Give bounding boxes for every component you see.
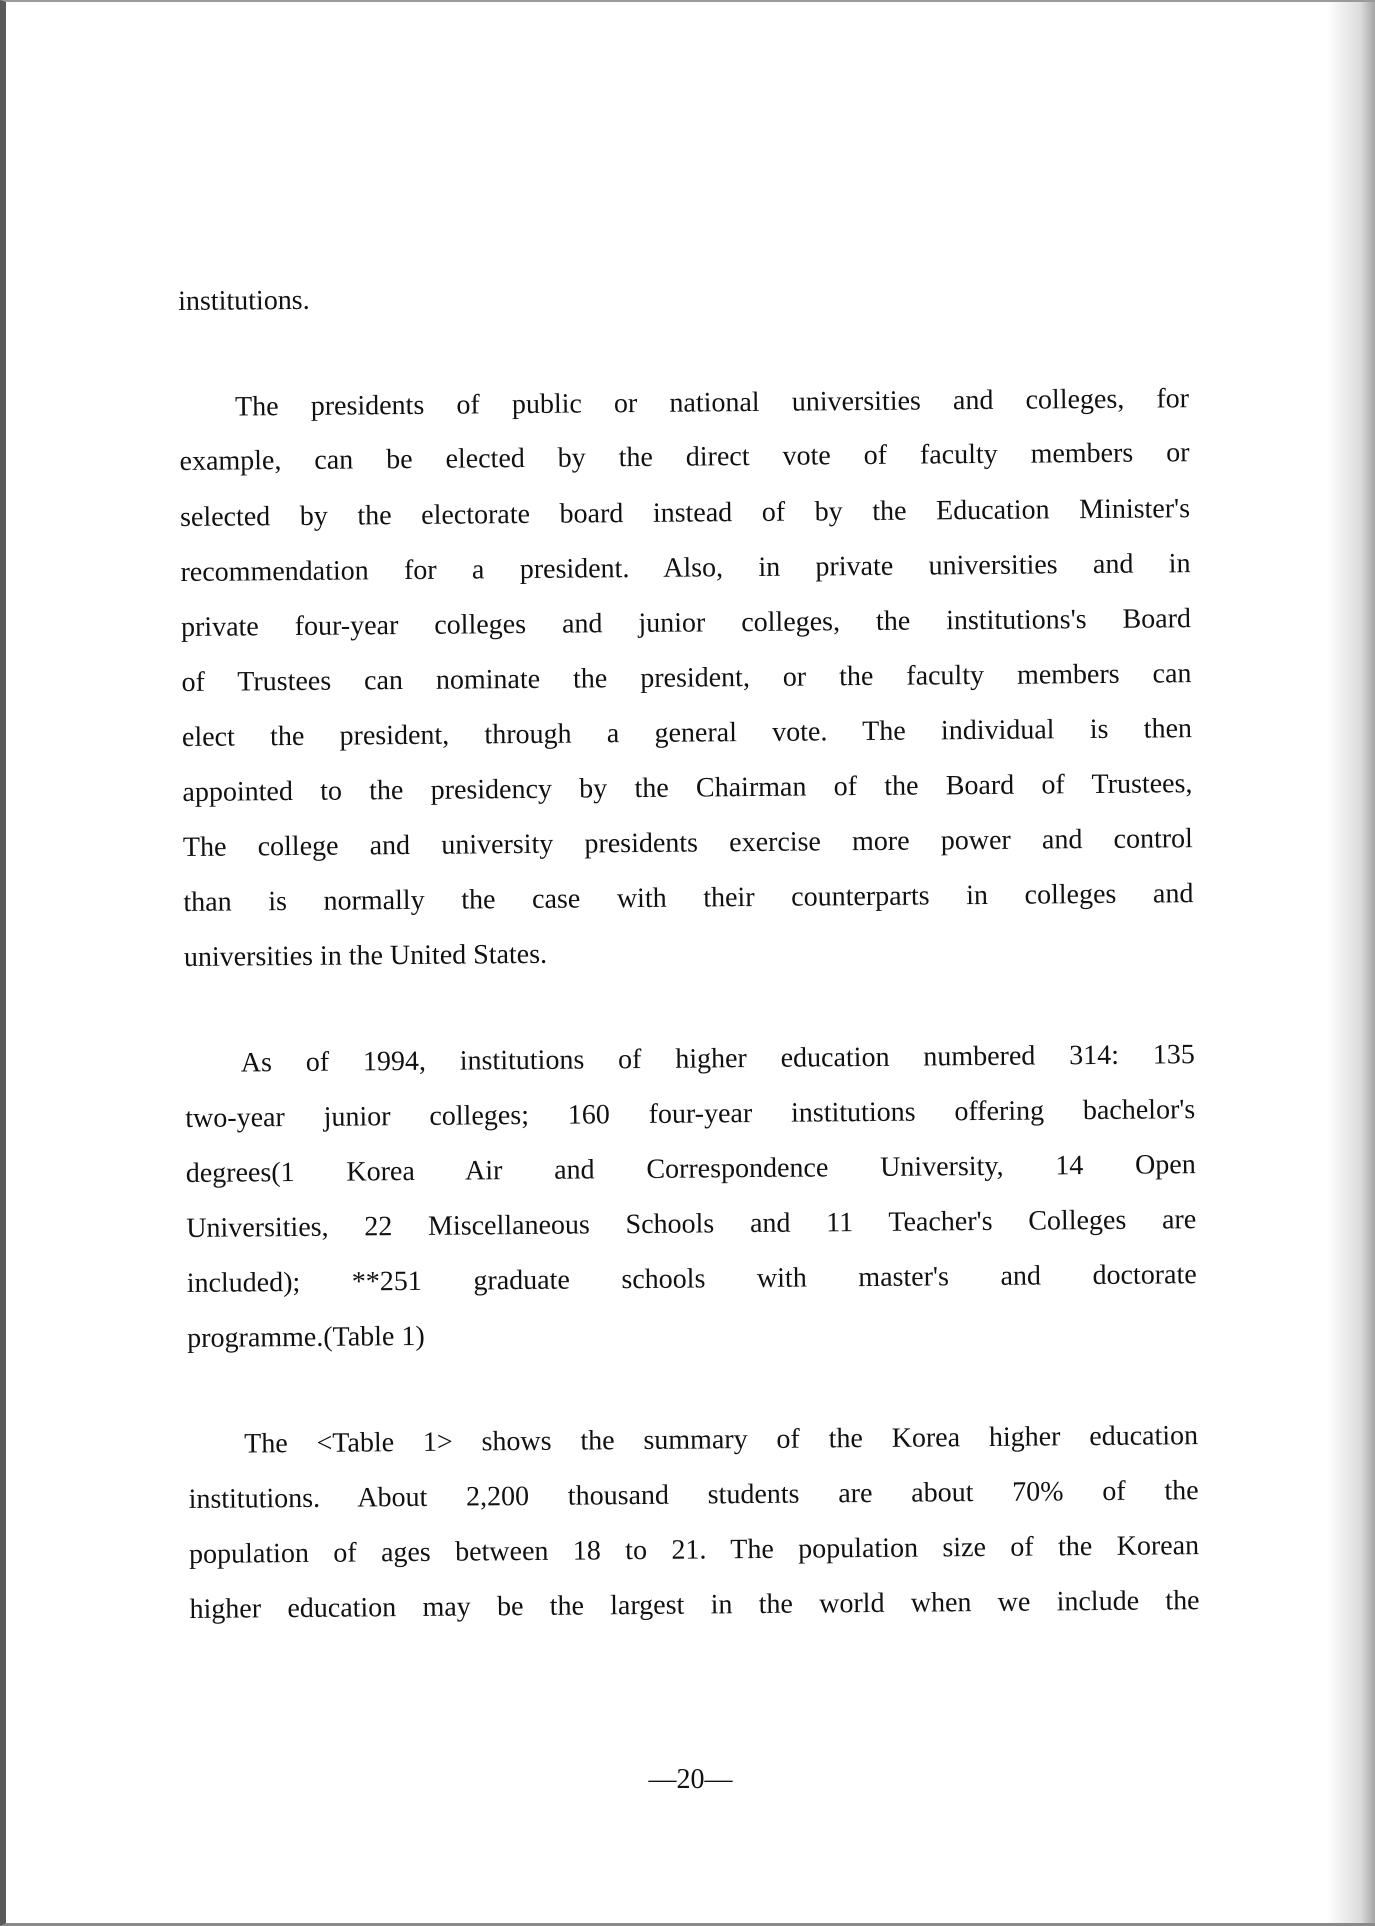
text-line: The presidents of public or national universities and colleges, for bbox=[234, 383, 1190, 423]
text-line: universities in the United States. bbox=[183, 938, 548, 973]
text-line: The college and university presidents exercise more power and control bbox=[182, 823, 1194, 863]
text-line: Universities, 22 Miscellaneous Schools and 11 Teacher's Colleges are bbox=[186, 1204, 1197, 1244]
text-line: programme.(Table 1) bbox=[187, 1320, 425, 1354]
text-line: of Trustees can nominate the president, or the faculty members can bbox=[181, 658, 1192, 698]
text-line: private four-year colleges and junior colleges, the institutions's Board bbox=[180, 603, 1192, 643]
text-line: than is normally the case with their counterparts in colleges and bbox=[183, 878, 1194, 918]
text-line: higher education may be the largest in the world when we include the bbox=[189, 1585, 1200, 1625]
text-line: The <Table 1> shows the summary of the Korea higher education bbox=[244, 1420, 1199, 1460]
text-line: appointed to the presidency by the Chairman of the Board of Trustees, bbox=[182, 768, 1193, 808]
text-line: included); **251 graduate schools with master's and doctorate bbox=[186, 1259, 1197, 1299]
text-line: degrees(1 Korea Air and Correspondence University, 14 Open bbox=[185, 1149, 1196, 1189]
page-number: —20— bbox=[648, 1764, 733, 1795]
text-line: institutions. About 2,200 thousand students are about 70% of the bbox=[188, 1475, 1199, 1515]
body-text bbox=[178, 273, 1200, 1625]
text-line: institutions. bbox=[178, 284, 310, 317]
text-line: selected by the electorate board instead of by the Education Minister's bbox=[179, 493, 1191, 533]
text-line: population of ages between 18 to 21. The population size of the Korean bbox=[188, 1530, 1200, 1570]
text-line: As of 1994, institutions of higher education numbered 314: 135 bbox=[240, 1039, 1195, 1079]
text-line: example, can be elected by the direct vote of faculty members or bbox=[179, 437, 1190, 477]
text-line: recommendation for a president. Also, in private universities and in bbox=[180, 548, 1191, 588]
page-edge-shadow bbox=[1327, 2, 1375, 1923]
text-line: elect the president, through a general vote. The individual is then bbox=[181, 713, 1193, 753]
text-line: two-year junior colleges; 160 four-year institutions offering bachelor's bbox=[185, 1094, 1196, 1134]
